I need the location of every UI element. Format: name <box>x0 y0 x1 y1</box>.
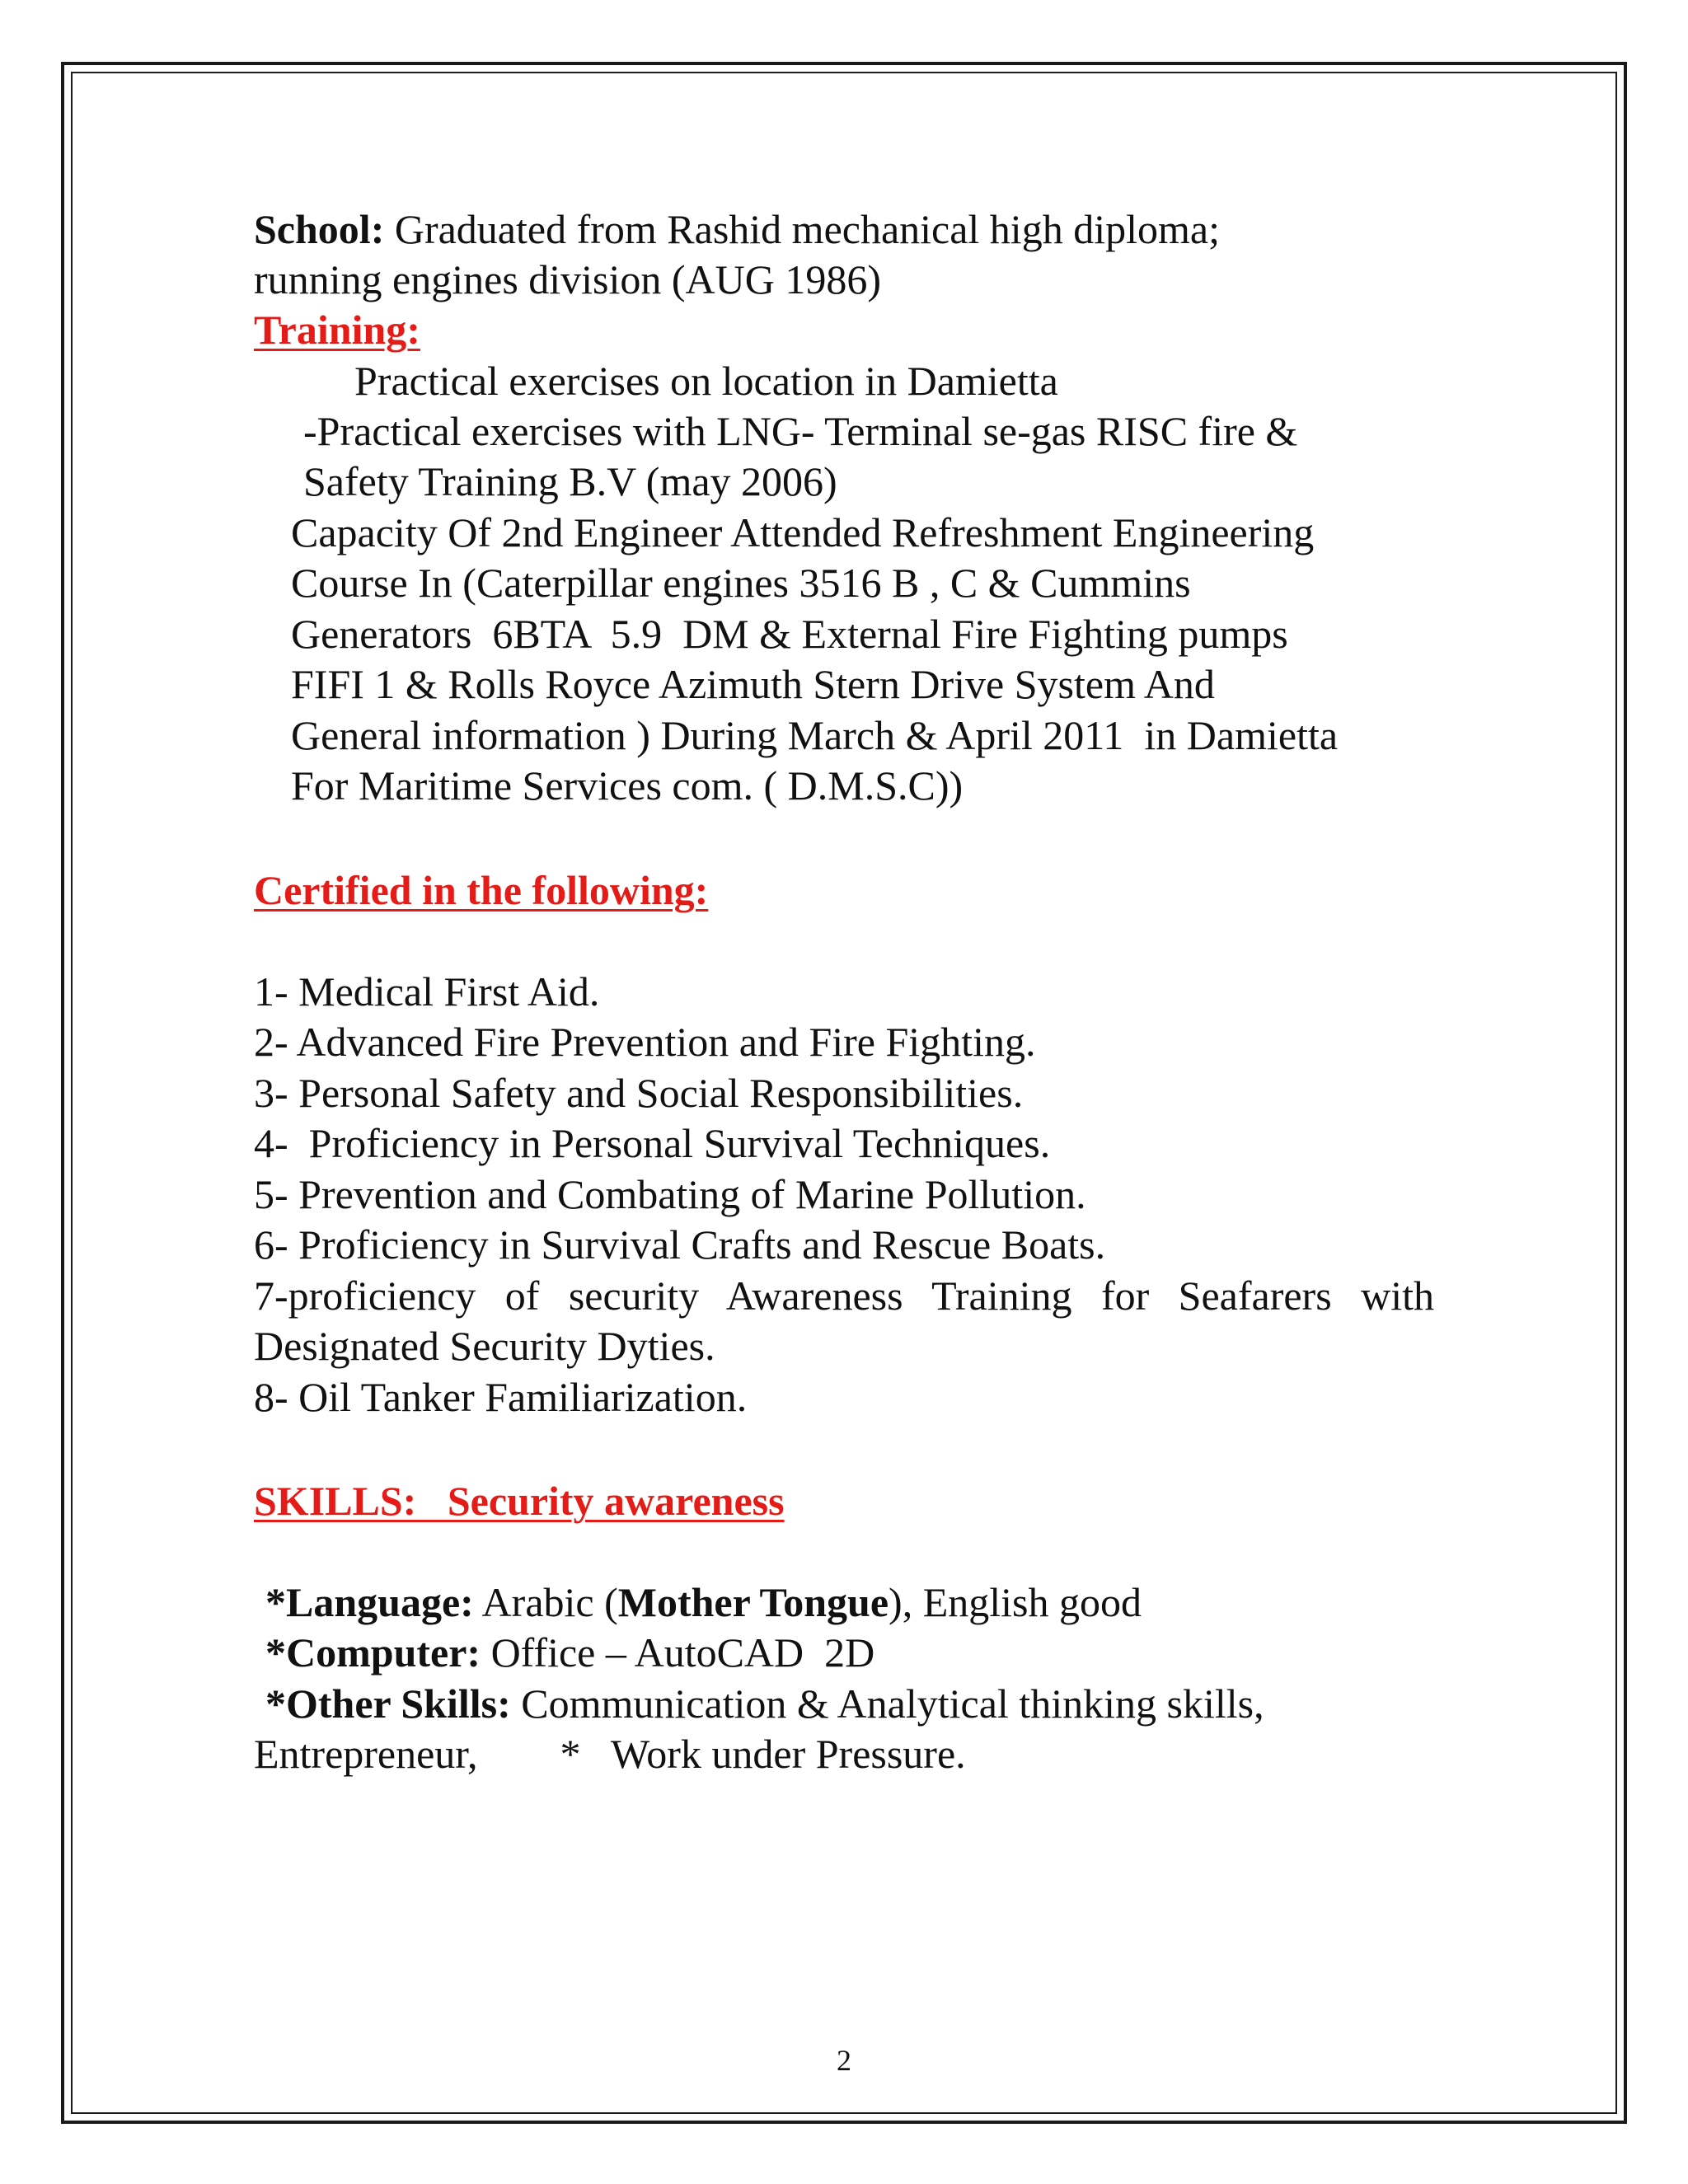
certified-item-4: 4- Proficiency in Personal Survival Techniques. <box>254 1120 1051 1166</box>
certified-item-7: 7-proficiency of security Awareness Training for Seafarers with <box>254 1272 1434 1319</box>
training-line-9: For Maritime Services com. ( D.M.S.C)) <box>291 762 964 808</box>
certified-item-8: 8- Oil Tanker Familiarization. <box>254 1374 748 1420</box>
certified-item-5: 5- Prevention and Combating of Marine Pollution. <box>254 1171 1086 1217</box>
other-skills-label: *Other Skills: <box>265 1680 511 1727</box>
language-label: *Language: <box>265 1579 474 1625</box>
certified-item-1: 1- Medical First Aid. <box>254 968 600 1015</box>
school-label: School: <box>254 206 385 252</box>
language-bold: Mother Tongue <box>617 1579 889 1625</box>
certified-item-3: 3- Personal Safety and Social Responsibilities. <box>254 1070 1024 1116</box>
computer-value: Office – AutoCAD 2D <box>481 1629 875 1675</box>
school-line-1 <box>254 204 1220 254</box>
certified-heading: Certified in the following: <box>254 867 709 913</box>
skills-heading: SKILLS: Security awareness <box>254 1478 785 1524</box>
resume-content <box>254 0 1441 2184</box>
training-line-5: Course In (Caterpillar engines 3516 B , C & Cummins <box>291 560 1191 606</box>
other-skills-value: Communication & Analytical thinking skills, <box>510 1680 1264 1727</box>
school-line-2: running engines division (AUG 1986) <box>254 256 882 302</box>
skills-other-line-2: Entrepreneur, * Work under Pressure. <box>254 1731 966 1777</box>
page-number: 2 <box>837 2044 851 2077</box>
training-heading: Training: <box>254 307 420 353</box>
language-post: ), English good <box>889 1579 1142 1625</box>
training-line-6: Generators 6BTA 5.9 DM & External Fire Fighting pumps <box>291 611 1288 657</box>
skills-language <box>265 1577 1142 1627</box>
training-line-2: -Practical exercises with LNG- Terminal se-gas RISC fire & <box>303 408 1298 454</box>
training-line-8: General information ) During March & April 2011 in Damietta <box>291 712 1339 758</box>
training-line-7: FIFI 1 & Rolls Royce Azimuth Stern Drive System And <box>291 661 1215 707</box>
certified-item-7-cont: Designated Security Dyties. <box>254 1323 715 1369</box>
school-text: Graduated from Rashid mechanical high diploma; <box>384 206 1220 252</box>
language-pre: Arabic ( <box>473 1579 618 1625</box>
training-line-4: Capacity Of 2nd Engineer Attended Refreshment Engineering <box>291 509 1315 555</box>
certified-item-2: 2- Advanced Fire Prevention and Fire Fighting. <box>254 1019 1036 1065</box>
computer-label: *Computer: <box>265 1629 481 1675</box>
skills-other <box>265 1679 1264 1728</box>
skills-computer <box>265 1628 874 1677</box>
training-line-3: Safety Training B.V (may 2006) <box>303 458 837 504</box>
certified-item-6: 6- Proficiency in Survival Crafts and Rescue Boats. <box>254 1221 1106 1268</box>
training-line-1: Practical exercises on location in Damietta <box>354 358 1058 404</box>
